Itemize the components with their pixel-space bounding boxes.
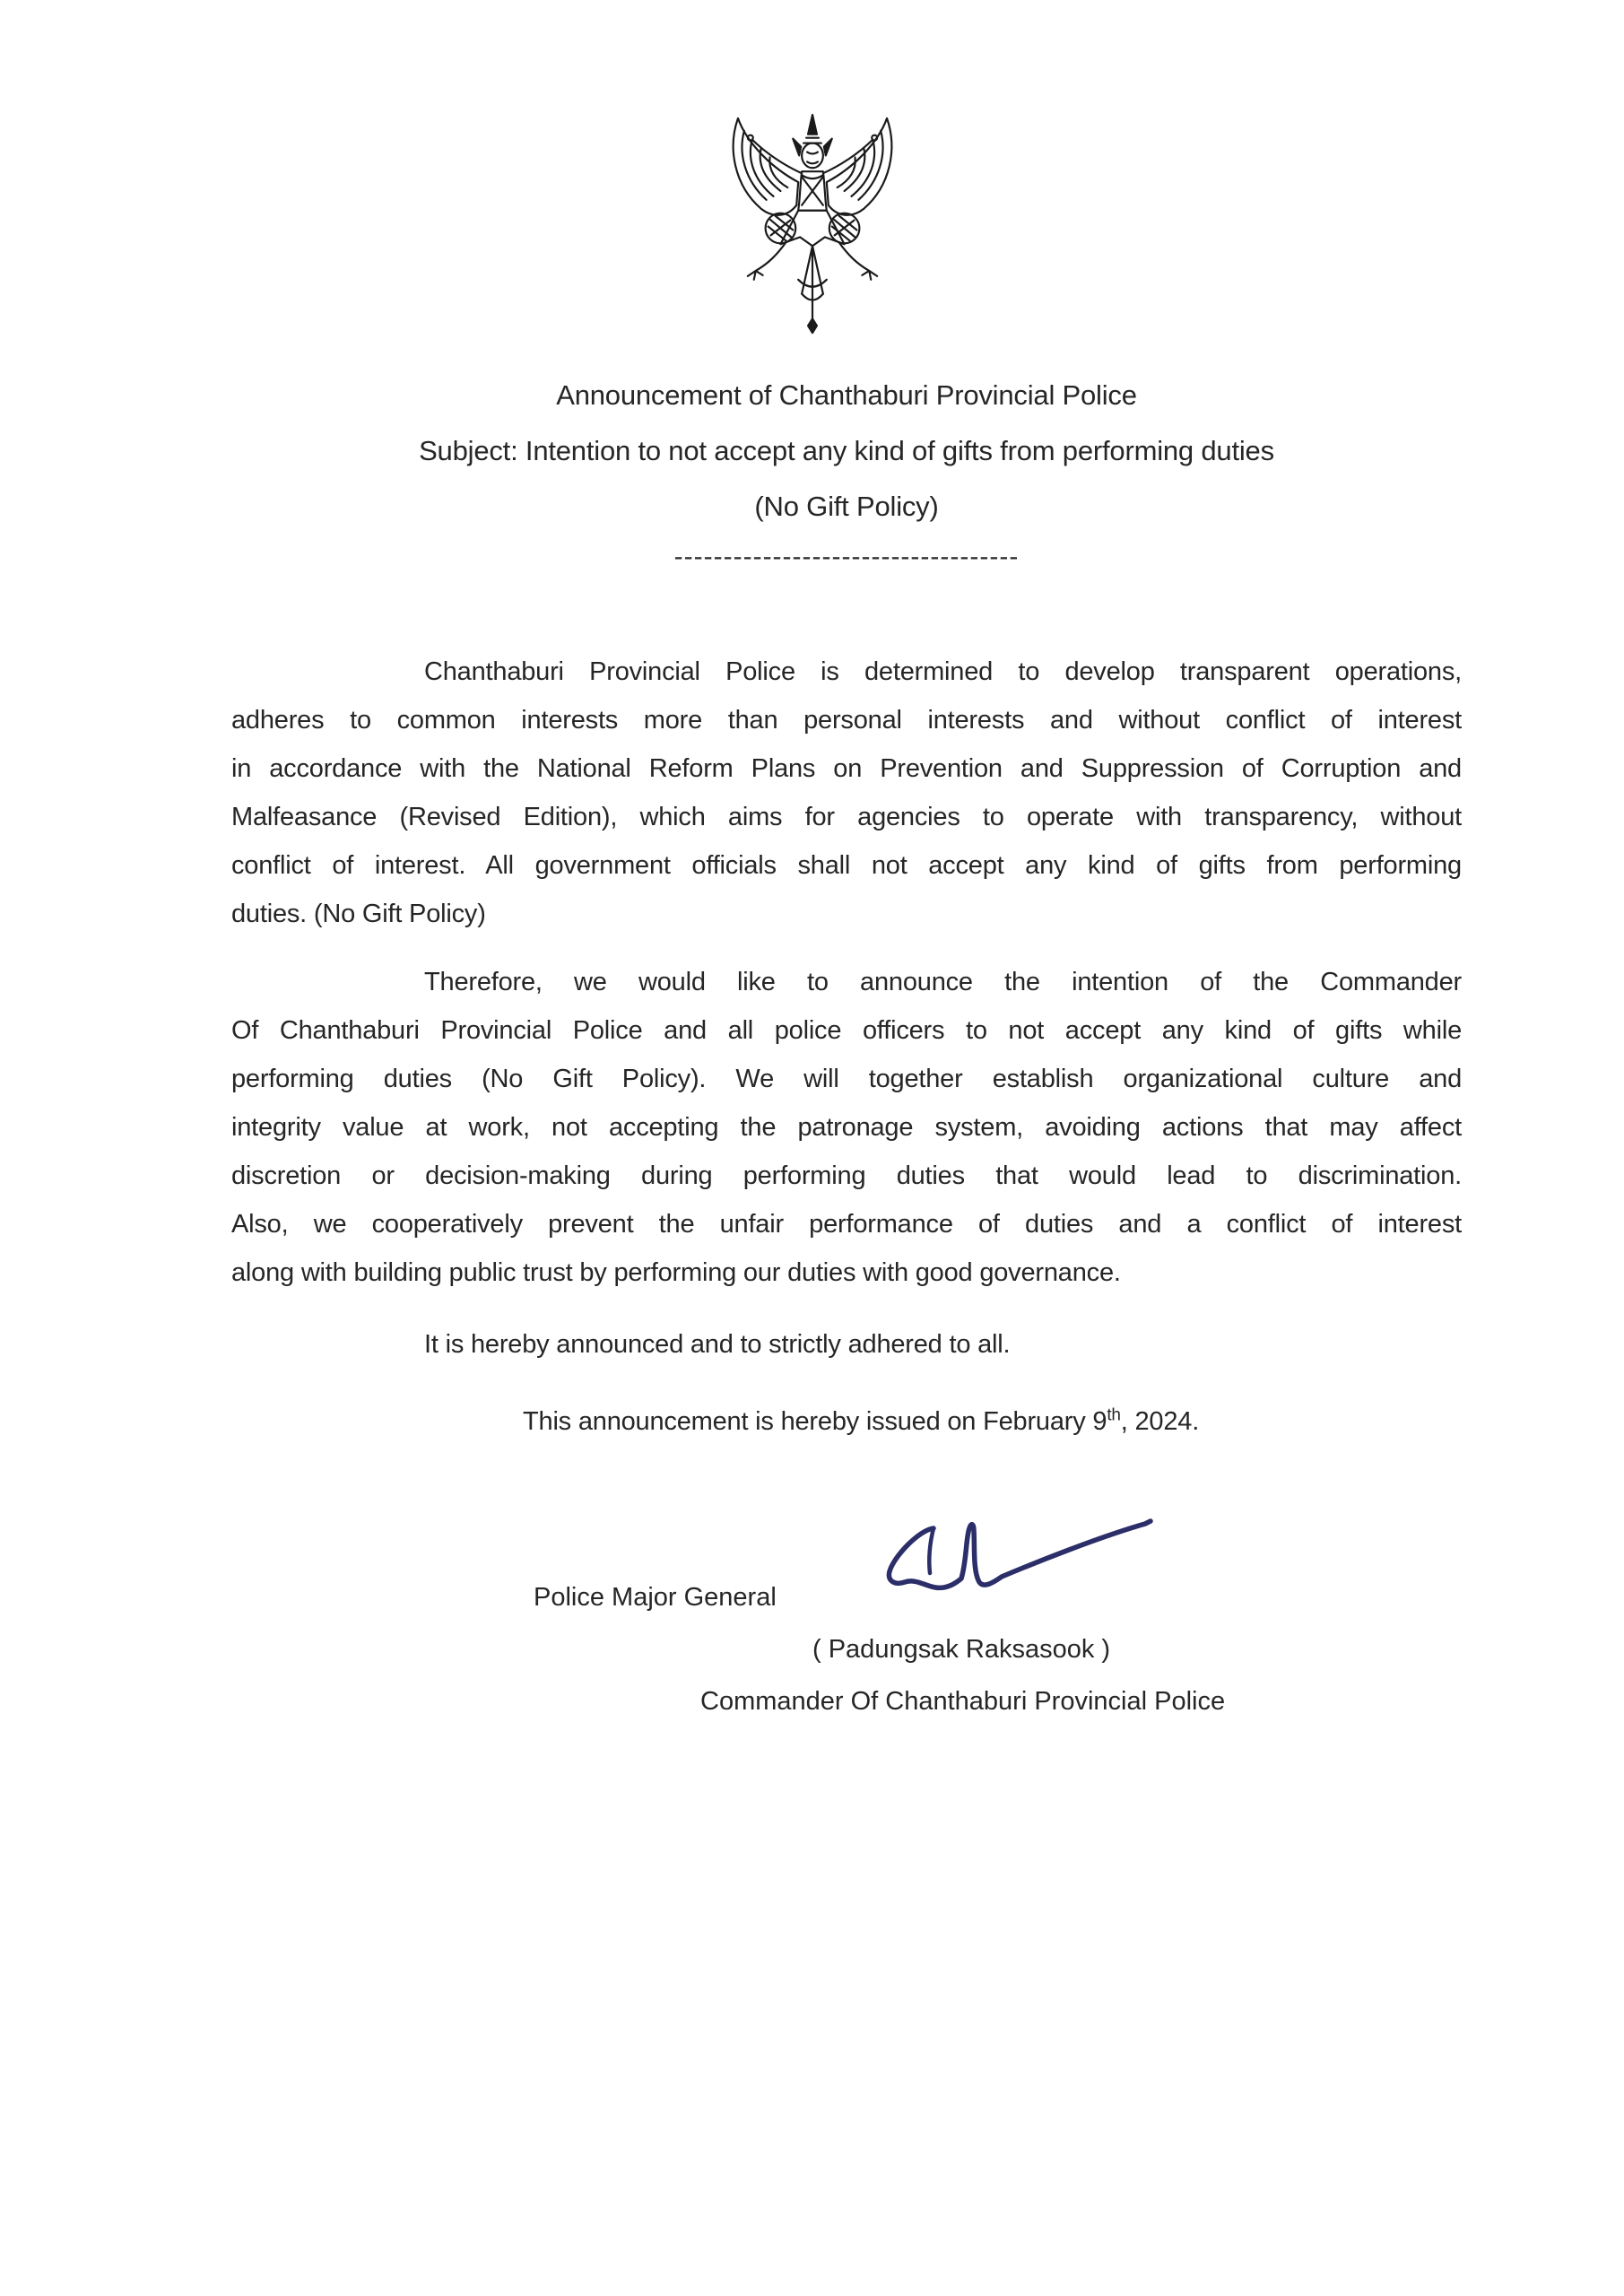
paragraph-line: adheres to common interests more than personal interests and without conflict of interest (231, 706, 1462, 735)
paragraph-line: performing duties (No Gift Policy). We will together establish organizational culture and (231, 1065, 1462, 1093)
signer-rank: Police Major General (534, 1583, 777, 1612)
paragraph-line: integrity value at work, not accepting the patronage system, avoiding actions that may affect (231, 1113, 1462, 1142)
document-subject: Subject: Intention to not accept any kind of gifts from performing duties (419, 435, 1274, 466)
document-body (0, 648, 1624, 1446)
paragraph-line: conflict of interest. All government officials shall not accept any kind of gifts from performing (231, 851, 1462, 880)
signature-block (0, 1491, 1624, 1813)
garuda-emblem-icon (713, 111, 912, 342)
paragraph-line: Also, we cooperatively prevent the unfair performance of duties and a conflict of interest (231, 1210, 1462, 1239)
paragraph-line: in accordance with the National Reform Plans on Prevention and Suppression of Corruption and (231, 754, 1462, 783)
issue-date-line (231, 1397, 1462, 1446)
paragraph-line: Malfeasance (Revised Edition), which aims for agencies to operate with transparency, without (231, 803, 1462, 831)
paragraph-line: Chanthaburi Provincial Police is determined to develop transparent operations, (424, 657, 1462, 686)
document-header (0, 368, 1624, 579)
paragraph-2 (231, 958, 1462, 1297)
no-gift-policy-label: (No Gift Policy) (754, 491, 939, 522)
paragraph-line: Therefore, we would like to announce the intention of the Commander (424, 968, 1462, 996)
paragraph-line: Of Chanthaburi Provincial Police and all police officers to not accept any kind of gifts while (231, 1016, 1462, 1045)
separator-dashes: ----------------------------------- (673, 542, 1020, 571)
issue-date-suffix: , 2024. (1120, 1407, 1200, 1436)
paragraph-line: discretion or decision-making during performing duties that would lead to discrimination. (231, 1161, 1462, 1190)
issue-date-ordinal: th (1107, 1405, 1121, 1425)
emblem-container (0, 0, 1624, 346)
signature-ink (874, 1507, 1170, 1641)
signature-stroke-inner (929, 1528, 934, 1573)
paragraph-line: along with building public trust by performing our duties with good governance. (231, 1258, 1121, 1287)
issue-date-prefix: This announcement is hereby issued on February 9 (523, 1407, 1107, 1436)
closing-statement: It is hereby announced and to strictly adhered to all. (424, 1330, 1011, 1359)
paragraph-1 (231, 648, 1462, 938)
document-title: Announcement of Chanthaburi Provincial Police (556, 379, 1137, 411)
paragraph-line: duties. (No Gift Policy) (231, 900, 486, 928)
signer-title: Commander Of Chanthaburi Provincial Police (700, 1687, 1226, 1716)
signer-name: ( Padungsak Raksasook ) (812, 1635, 1111, 1664)
